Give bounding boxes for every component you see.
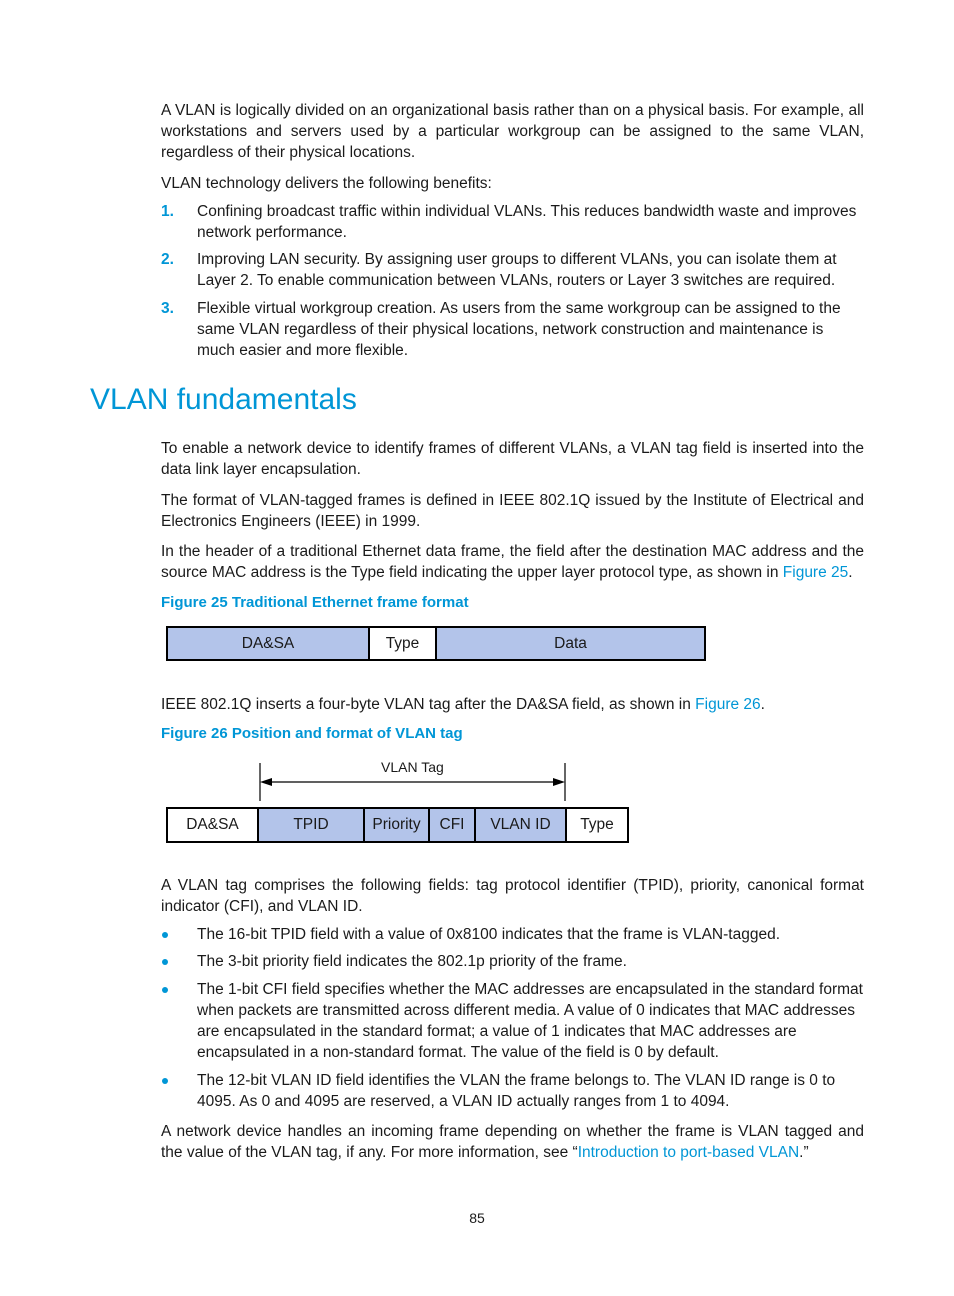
bullet-dot: [162, 1078, 168, 1084]
bullet-item: The 1-bit CFI field specifies whether the MAC addresses are encapsulated in the standard format when packets are transmitted across different media. A value of 0 indicates that MAC addresses are encapsulated in the standard format; a value of 1 indicates that MAC addresses are encapsulated in a non-standard format. The value of the field is 0 by default.: [197, 981, 863, 1061]
paragraph-text: A network device handles an incoming frame depending on whether the frame is VLAN tagged and the value of the VLAN tag, if any. For more information, see “: [161, 1123, 864, 1161]
list-number: 2.: [161, 251, 174, 268]
bullet-item: The 12-bit VLAN ID field identifies the VLAN the frame belongs to. The VLAN ID range is 0 to 4095. As 0 and 4095 are reserved, a VLAN ID actually ranges from 1 to 4094.: [197, 1072, 836, 1110]
paragraph-end: .: [760, 696, 765, 713]
tag-cell-tpid: TPID: [257, 807, 365, 843]
section-paragraph: [161, 1121, 864, 1163]
list-item: Flexible virtual workgroup creation. As users from the same workgroup can be assigned to the same VLAN regardless of their physical locations, network construction and maintenance is much easier and more flexible.: [197, 300, 841, 359]
bullet-item: The 16-bit TPID field with a value of 0x8100 indicates that the frame is VLAN-tagged.: [197, 926, 781, 943]
vlan-tag-span-arrow: [250, 760, 580, 805]
bullet-item: The 3-bit priority field indicates the 802.1p priority of the frame.: [197, 953, 627, 970]
list-item: Improving LAN security. By assigning user groups to different VLANs, you can isolate them at Layer 2. To enable communication between VLANs, routers or Layer 3 switches are required.: [197, 251, 837, 289]
vlan-tag-label: VLAN Tag: [381, 759, 444, 775]
figure-25-link[interactable]: Figure 25: [782, 564, 849, 581]
section-paragraph: To enable a network device to identify frames of different VLANs, a VLAN tag field is inserted into the data link layer encapsulation.: [161, 440, 864, 478]
bullet-dot: [162, 959, 168, 965]
frame-cell-type: Type: [368, 626, 437, 661]
paragraph-end: .: [848, 564, 853, 581]
intro-paragraph: A VLAN is logically divided on an organizational basis rather than on a physical basis. For example, all workstations and servers used by a particular workgroup can be assigned to the same VLAN, regardless of their physical locations.: [161, 102, 864, 161]
tag-cell-da-sa: DA&SA: [166, 807, 259, 843]
section-paragraph: A VLAN tag comprises the following fields: tag protocol identifier (TPID), priority, canonical format indicator (CFI), and VLAN ID.: [161, 877, 864, 915]
bullet-dot: [162, 987, 168, 993]
section-paragraph: The format of VLAN-tagged frames is defined in IEEE 802.1Q issued by the Institute of Electrical and Electronics Engineers (IEEE) in 1999.: [161, 492, 864, 530]
list-number: 1.: [161, 203, 174, 220]
paragraph-end: .”: [799, 1144, 809, 1161]
paragraph-text: In the header of a traditional Ethernet data frame, the field after the destination MAC address and the source MAC address is the Type field indicating the upper layer protocol type, as shown in: [161, 543, 864, 581]
tag-cell-vlan-id: VLAN ID: [474, 807, 567, 843]
paragraph-text: IEEE 802.1Q inserts a four-byte VLAN tag after the DA&SA field, as shown in: [161, 696, 696, 713]
arrowhead-right: [553, 778, 565, 786]
figure-25-caption: Figure 25 Traditional Ethernet frame format: [161, 594, 469, 611]
section-heading: VLAN fundamentals: [90, 383, 357, 416]
arrowhead-left: [260, 778, 272, 786]
frame-cell-data: Data: [435, 626, 706, 661]
tag-cell-cfi: CFI: [428, 807, 476, 843]
frame-cell-da-sa: DA&SA: [166, 626, 370, 661]
tag-cell-type: Type: [565, 807, 629, 843]
figure-26-link[interactable]: Figure 26: [695, 696, 761, 713]
section-paragraph: [161, 694, 864, 715]
section-paragraph: [161, 541, 864, 583]
port-based-vlan-link[interactable]: Introduction to port-based VLAN: [577, 1144, 800, 1161]
benefits-lead: VLAN technology delivers the following benefits:: [161, 175, 492, 192]
page-number: 85: [469, 1210, 485, 1226]
figure-26-caption: Figure 26 Position and format of VLAN tag: [161, 725, 463, 742]
bullet-dot: [162, 932, 168, 938]
list-item: Confining broadcast traffic within individual VLANs. This reduces bandwidth waste and improves network performance.: [197, 203, 857, 241]
list-number: 3.: [161, 300, 174, 317]
tag-cell-priority: Priority: [363, 807, 430, 843]
